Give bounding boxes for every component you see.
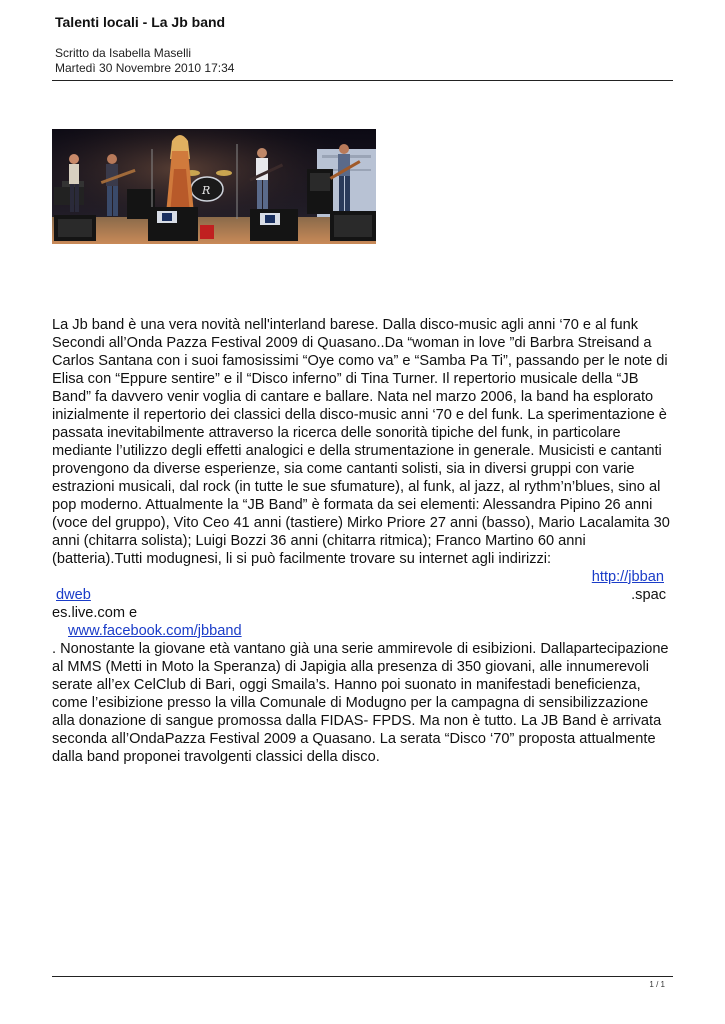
band-photo [52,129,376,244]
page-title: Talenti locali - La Jb band [55,14,226,30]
page-number: 1 / 1 [649,980,665,989]
article-paragraph-2 [52,640,672,766]
author-line: Scritto da Isabella Maselli [55,46,192,60]
website-link-tail: es.live.com e [52,605,138,621]
website-link-part3: .spac [631,587,666,603]
header-divider [52,80,673,81]
article-paragraph-1 [52,316,672,568]
footer-divider [52,976,673,977]
svg-text:R: R [202,184,211,197]
facebook-link[interactable]: www.facebook.com/jbband [68,623,242,639]
article-text-part1: La Jb band è una vera novità nell'interland barese. Dalla disco-music agli anni ‘70 e al funk Secondi all’Onda Pazza Festival 2009 di Quasano..Da “woman in love ”di Barbra Streisand a Carlos Santana con i suoi famosissimi “Oye como va” e “Samba Pa Ti”, passando per le note di Elisa con “Eppure sentire” e il “Disco inferno” di Tina Turner. Il repertorio musicale della “JB Band” fa davvero venir voglia di cantare e ballare. Nata nel marzo 2006, la band ha esplorato inizialmente il repertorio dei classici della disco-music anni ‘70 e del funk. La sperimentazione è passata inevitabilmente attraverso la ricerca delle sonorità tipiche del funk, in particolare mediante l’utilizzo degli effetti analogici e della strumentazione in generale. Musicisti e cantanti provengono da diverse esperienze, sia come cantanti solisti, sia in diversi gruppi con varie estrazioni musicali, dal rock (in tutte le sue sfumature), al funk, al jazz, al rythm’n’blues, sino al pop moderno. Attualmente la “JB Band” è formata da sei elementi: Alessandra Pipino 26 anni (voce del gruppo), Vito Ceo 41 anni (tastiere) Mirko Priore 27 anni (basso), Mario Lacalamita 30 anni (chitarra solista); Luigi Bozzi 36 anni (chitarra ritmica); Franco Martino 60 anni (batteria).Tutti modugnesi, li si può facilmente trovare su internet agli indirizzi: [52,317,670,567]
website-link-part1[interactable]: http://jbban [591,569,664,585]
url-block [52,568,672,604]
date-line: Martedì 30 Novembre 2010 17:34 [55,61,235,75]
article-meta [55,46,234,76]
article-text-part2: . Nonostante la giovane età vantano già una serie ammirevole di esibizioni. Dallapartecipazione al MMS (Metti in Moto la Speranza) di Japigia alla presenza di 350 giovani, alle innumerevoli serate all’ex CelClub di Bari, oggi Smaila’s. Hanno poi suonato in manifestadi beneficienza, come l’esibizione presso la villa Comunale di Modugno per la campagna di sensibilizzazione alla donazione di sangue promossa dalla FIDAS- FPDS. Ma non è tutto. La JB Band è arrivata seconda all’OndaPazza Festival 2009 a Quasano. La serata “Disco ‘70” proposta attualmente dalla band proponei travolgenti classici della disco. [52,641,669,765]
website-link-part2[interactable]: dweb [56,587,91,603]
article-body [52,316,672,766]
